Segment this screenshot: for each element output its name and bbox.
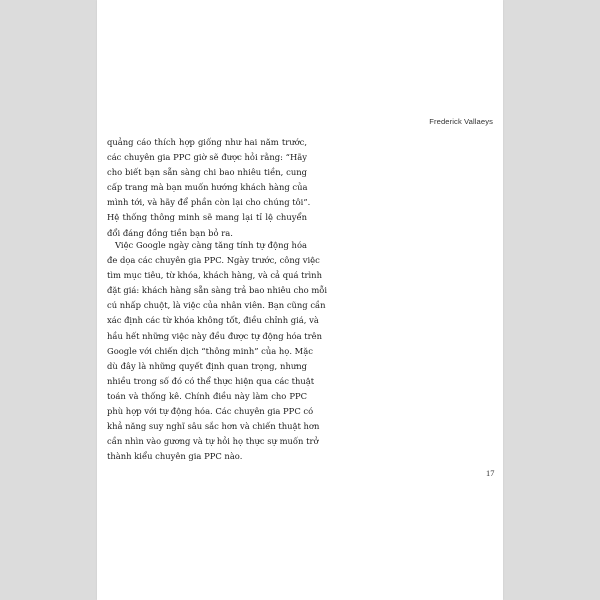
paragraph-1-line: quảng cáo thích hợp giống như hai năm trước,	[107, 137, 307, 147]
paragraph-1-line: cấp trang mà bạn muốn hướng khách hàng của	[107, 182, 308, 193]
paragraph-2-line: Google với chiến dịch “thông minh” của họ. Mặc	[107, 345, 313, 356]
paragraph-2-line: khả năng suy nghĩ sâu sắc hơn và chiến thuật hơn	[107, 421, 320, 432]
paragraph-2-line: phù hợp với tự động hóa. Các chuyên gia PPC có	[107, 406, 314, 417]
paragraph-2-line: nhiều trong số đó có thể thực hiện qua các thuật	[107, 375, 315, 386]
paragraph-1-line: các chuyên gia PPC giờ sẽ được hỏi rằng: “Hãy	[107, 152, 307, 163]
paragraph-2-line: toán và thống kê. Chính điều này làm cho PPC	[107, 390, 307, 401]
paragraph-1-line: cho biết bạn sẵn sàng chi bao nhiêu tiền, cung	[107, 167, 307, 178]
paragraph-2-line: dù đây là những quyết định quan trọng, nhưng	[107, 360, 307, 371]
paragraph-2-line: đe dọa các chuyên gia PPC. Ngày trước, công việc	[107, 255, 320, 266]
paragraph-2-line: tìm mục tiêu, từ khóa, khách hàng, và cả quá trình	[107, 270, 322, 281]
paragraph-2-line: cú nhấp chuột, là việc của nhân viên. Bạn cũng cần	[107, 300, 326, 311]
paragraph-1-line: mình tới, và hãy để phần còn lại cho chúng tôi”.	[107, 197, 311, 208]
running-header-author: Frederick Vallaeys	[429, 117, 493, 126]
paragraph-1-line: đổi đáng đồng tiền bạn bỏ ra.	[107, 227, 233, 238]
paragraph-2-line: Việc Google ngày càng tăng tính tự động hóa	[115, 240, 307, 250]
paragraph-2-line: thành kiểu chuyên gia PPC nào.	[107, 451, 243, 462]
paragraph-2-line: đặt giá: khách hàng sẵn sàng trả bao nhiêu cho mỗi	[107, 285, 328, 296]
paragraph-2	[107, 238, 328, 464]
paragraph-2-line: cần nhìn vào gương và tự hỏi họ thực sự muốn trở	[107, 436, 319, 447]
page-number: 17	[486, 469, 495, 478]
paragraph-2-line: xác định các từ khóa không tốt, điều chỉnh giá, và	[107, 315, 319, 326]
paragraph-1-line: Hệ thống thông minh sẽ mang lại tỉ lệ chuyển	[107, 212, 307, 223]
paragraph-1	[107, 135, 311, 241]
paragraph-2-line: hầu hết những việc này đều được tự động hóa trên	[107, 330, 323, 341]
